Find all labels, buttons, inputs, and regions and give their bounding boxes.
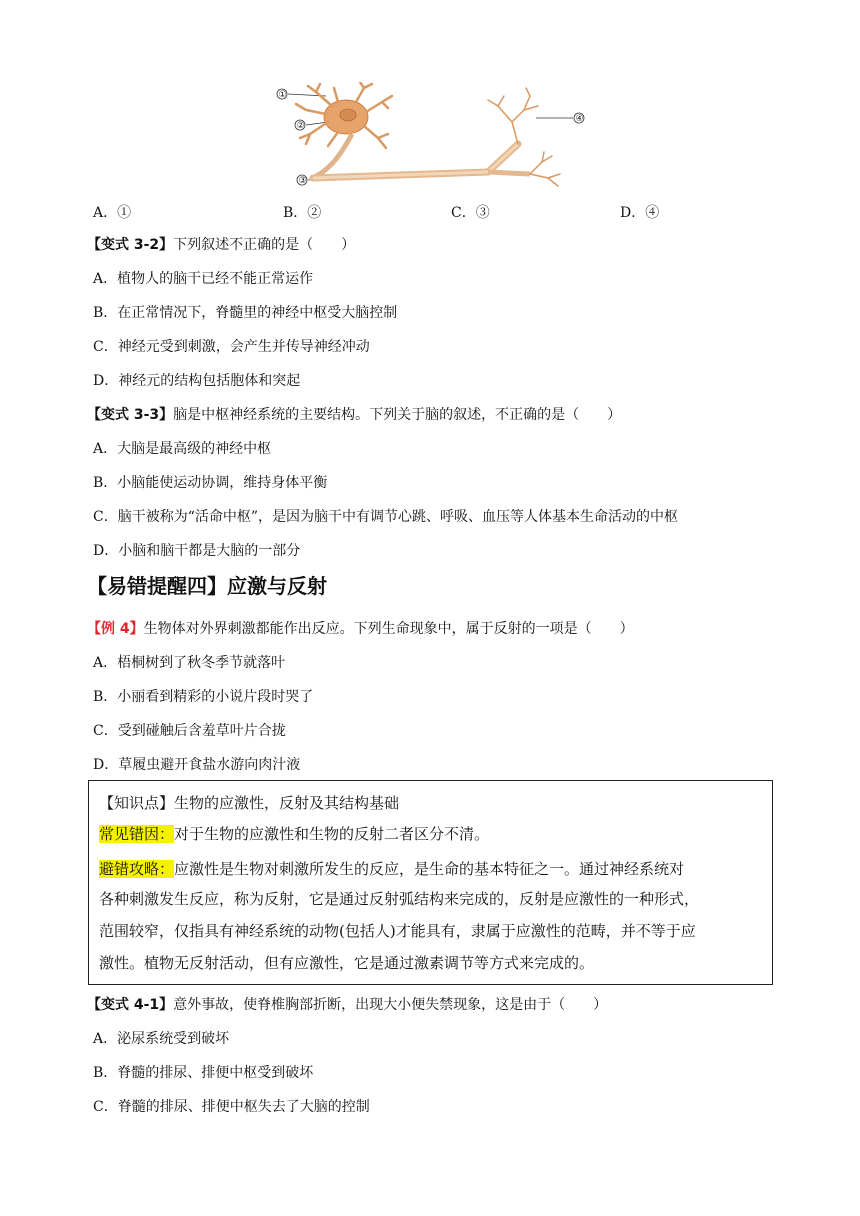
knowledge-box bbox=[88, 780, 773, 985]
q4-1-option-a: A．泌尿系统受到破坏 bbox=[93, 1031, 230, 1047]
q4-1-option-b: B．脊髓的排尿、排便中枢受到破坏 bbox=[93, 1065, 314, 1081]
tip-line-1 bbox=[99, 859, 684, 879]
q3-3-question bbox=[87, 406, 621, 424]
example-4-option-a: A．梧桐树到了秋冬季节就落叶 bbox=[93, 655, 286, 671]
neuron-diagram bbox=[268, 82, 598, 192]
q3-3-tag: 【变式 3-3】 bbox=[87, 407, 174, 423]
q3-1-options bbox=[0, 202, 860, 220]
q3-2-option-c: C．神经元受到刺激，会产生并传导神经冲动 bbox=[93, 339, 370, 355]
common-error-line bbox=[99, 824, 489, 844]
q3-2-option-a: A．植物人的脑干已经不能正常运作 bbox=[93, 271, 314, 287]
tip-text-1: 应激性是生物对刺激所发生的反应，是生命的基本特征之一。通过神经系统对 bbox=[174, 860, 685, 878]
tip-line-4: 激性。植物无反射活动，但有应激性，它是通过激素调节等方式来完成的。 bbox=[99, 954, 595, 972]
q3-2-stem: 下列叙述不正确的是（ ） bbox=[173, 237, 356, 253]
marker-1: ① bbox=[278, 90, 287, 100]
neuron-figure bbox=[268, 82, 598, 192]
q3-2-option-b: B．在正常情况下，脊髓里的神经中枢受大脑控制 bbox=[93, 305, 398, 321]
q3-3-stem: 脑是中枢神经系统的主要结构。下列关于脑的叙述，不正确的是（ ） bbox=[173, 407, 622, 423]
q3-3-option-b: B．小脑能使运动协调，维持身体平衡 bbox=[93, 475, 328, 491]
q4-1-option-c: C．脊髓的排尿、排便中枢失去了大脑的控制 bbox=[93, 1099, 370, 1115]
example-4-tag: 【例 4】 bbox=[87, 621, 144, 637]
q3-2-option-d: D．神经元的结构包括胞体和突起 bbox=[93, 373, 301, 389]
q3-2-question bbox=[87, 236, 355, 254]
tip-line-3: 范围较窄，仅指具有神经系统的动物(包括人)才能具有，隶属于应激性的范畴，并不等于应 bbox=[99, 922, 696, 940]
example-4-option-d: D．草履虫避开食盐水游向肉汁液 bbox=[93, 757, 301, 773]
example-4-stem: 生物体对外界刺激都能作出反应。下列生命现象中，属于反射的一项是（ ） bbox=[143, 621, 634, 637]
knowledge-point: 【知识点】生物的应激性，反射及其结构基础 bbox=[99, 794, 400, 812]
q3-1-option-d: D．④ bbox=[620, 205, 660, 221]
q3-3-option-c: C．脑干被称为“活命中枢”，是因为脑干中有调节心跳、呼吸、血压等人体基本生命活动的中枢 bbox=[93, 509, 679, 525]
q3-1-option-c: C．③ bbox=[451, 205, 490, 221]
q4-1-stem: 意外事故，使脊椎胸部折断，出现大小便失禁现象，这是由于（ ） bbox=[173, 997, 608, 1013]
tip-label: 避错攻略： bbox=[99, 860, 175, 878]
q4-1-question bbox=[87, 996, 607, 1014]
marker-2: ② bbox=[296, 121, 305, 131]
q3-3-option-a: A．大脑是最高级的神经中枢 bbox=[93, 441, 272, 457]
section-heading: 【易错提醒四】应激与反射 bbox=[87, 574, 327, 598]
example-4-option-b: B．小丽看到精彩的小说片段时哭了 bbox=[93, 689, 314, 705]
marker-4: ④ bbox=[575, 114, 584, 124]
common-error-text: 对于生物的应激性和生物的反射二者区分不清。 bbox=[174, 825, 490, 843]
example-4-option-c: C．受到碰触后含羞草叶片合拢 bbox=[93, 723, 286, 739]
marker-3: ③ bbox=[298, 176, 307, 186]
q4-1-tag: 【变式 4-1】 bbox=[87, 997, 174, 1013]
example-4-question bbox=[87, 620, 634, 638]
q3-1-option-a: A．① bbox=[93, 205, 132, 221]
q3-1-option-b: B．② bbox=[283, 205, 322, 221]
q3-3-option-d: D．小脑和脑干都是大脑的一部分 bbox=[93, 543, 301, 559]
tip-line-2: 各种刺激发生反应，称为反射，它是通过反射弧结构来完成的，反射是应激性的一种形式， bbox=[99, 890, 700, 908]
common-error-label: 常见错因： bbox=[99, 825, 175, 843]
q3-2-tag: 【变式 3-2】 bbox=[87, 237, 174, 253]
